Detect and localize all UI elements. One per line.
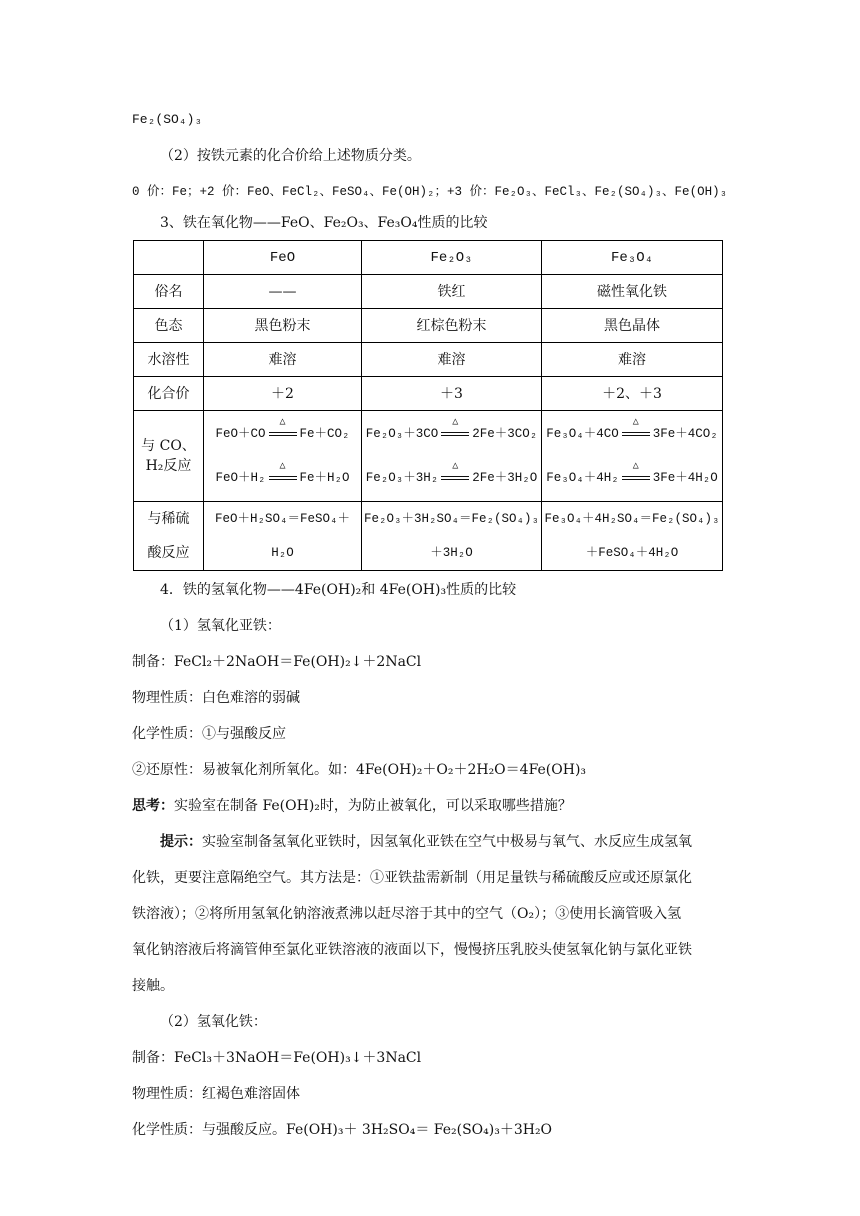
hint-text: 实验室制备氢氧化亚铁时，因氢氧化亚铁在空气中极易与氧气、水反应生成氢氧 [202,834,692,850]
text-line: Fe₂(SO₄)₃ [132,112,203,127]
table-cell [362,502,542,571]
text-line: 接触。 [132,978,174,994]
table-row-acid [134,502,723,571]
row-label: 色态 [134,309,204,343]
row-label: 化合价 [134,377,204,411]
text-line: 物理性质：红褐色难溶固体 [132,1086,300,1102]
table-header-row [134,241,723,275]
table-cell: —— [204,275,362,309]
table-row [134,275,723,309]
row-label-line: 与 CO、 [141,438,196,454]
heat-condition-icon: △ [620,471,652,485]
row-label [134,411,204,502]
equation-line: FeO＋H₂SO₄＝FeSO₄＋ [214,512,351,526]
table-cell: ＋2、＋3 [542,377,723,411]
text-line: 0 价：Fe；+2 价：FeO、FeCl₂、FeSO₄、Fe(OH)₂；+3 价：Fe₂O₃、FeCl₃、Fe₂(SO₄)₃、Fe(OH)₃ [132,185,728,199]
table-cell [362,411,542,502]
hint-label: 提示： [160,834,202,850]
row-label-line: 与稀硫 [147,511,190,527]
row-label-line: H₂反应 [145,458,192,474]
text-line: （2）按铁元素的化合价给上述物质分类。 [160,148,421,164]
table-header-cell [134,241,204,275]
row-label: 水溶性 [134,343,204,377]
equation-line: Fe₃O₄＋4H₂SO₄＝Fe₂(SO₄)₃ [544,512,720,526]
table-cell [204,502,362,571]
heat-condition-icon: △ [620,427,652,441]
equation-line: ＋3H₂O [430,546,473,560]
heat-condition-icon: △ [267,471,299,485]
section-heading: 4．铁的氢氧化物——4Fe(OH)₂和 4Fe(OH)₃性质的比较 [160,582,517,598]
oxide-comparison-table [133,240,723,571]
text-line [132,796,572,816]
table-header-cell: Fe₃O₄ [542,241,723,275]
text-line: （2）氢氧化铁： [160,1014,267,1030]
text-line: 制备：FeCl₃＋3NaOH＝Fe(OH)₃↓＋3NaCl [132,1050,422,1066]
equation-line: H₂O [271,546,294,560]
row-label: 俗名 [134,275,204,309]
table-cell: 黑色粉末 [204,309,362,343]
text-line: 化学性质：①与强酸反应 [132,726,286,742]
equation: Fe₂O₃＋3H₂ △ 2Fe＋3H₂O [365,460,538,485]
equation: Fe₃O₄＋4H₂ △ 3Fe＋4H₂O [546,460,718,485]
table-cell: 难溶 [542,343,723,377]
table-cell [542,502,723,571]
text-line: 化学性质：与强酸反应。Fe(OH)₃＋ 3H₂SO₄＝ Fe₂(SO₄)₃＋3H₂O [132,1122,553,1138]
equation: Fe₂O₃＋3CO △ 2Fe＋3CO₂ [365,416,538,441]
text-line: 制备：FeCl₂＋2NaOH＝Fe(OH)₂↓＋2NaCl [132,654,422,670]
table-row [134,309,723,343]
table-cell: 难溶 [204,343,362,377]
text-line [160,832,692,852]
table-cell: ＋2 [204,377,362,411]
think-label: 思考： [132,798,174,814]
table-row [134,343,723,377]
table-header-cell: FeO [204,241,362,275]
text-line: 氧化钠溶液后将滴管伸至氯化亚铁溶液的液面以下，慢慢挤压乳胶头使氢氧化钠与氯化亚铁 [132,942,692,958]
heat-condition-icon: △ [439,471,471,485]
row-label [134,502,204,571]
table-cell: ＋3 [362,377,542,411]
heat-condition-icon: △ [267,427,299,441]
text-line: 化铁，更要注意隔绝空气。其方法是：①亚铁盐需新制（用足量铁与稀硫酸反应或还原氯化 [132,870,692,886]
table-cell: 黑色晶体 [542,309,723,343]
think-text: 实验室在制备 Fe(OH)₂时，为防止被氧化，可以采取哪些措施？ [174,798,572,814]
text-line: 物理性质：白色难溶的弱碱 [132,690,300,706]
table-cell: 铁红 [362,275,542,309]
table-row-reduction [134,411,723,502]
section-heading: 3、铁在氧化物——FeO、Fe₂O₃、Fe₃O₄性质的比较 [160,215,488,231]
equation-line: Fe₂O₃＋3H₂SO₄＝Fe₂(SO₄)₃ [363,512,540,526]
text-line: ②还原性：易被氧化剂所氧化。如：4Fe(OH)₂＋O₂＋2H₂O＝4Fe(OH)₃ [132,762,587,778]
equation: FeO＋H₂ △ Fe＋H₂O [215,460,350,485]
equation-line: ＋FeSO₄＋4H₂O [585,546,679,560]
text-line: （1）氢氧化亚铁： [160,618,281,634]
table-cell: 磁性氧化铁 [542,275,723,309]
table-cell [204,411,362,502]
equation: Fe₃O₄＋4CO △ 3Fe＋4CO₂ [546,416,718,441]
table-cell: 红棕色粉末 [362,309,542,343]
text-line: 铁溶液）；②将所用氢氧化钠溶液煮沸以赶尽溶于其中的空气（O₂）；③使用长滴管吸入氢 [132,906,682,922]
table-row [134,377,723,411]
equation: FeO＋CO △ Fe＋CO₂ [215,416,350,441]
row-label-line: 酸反应 [147,545,190,561]
table-cell: 难溶 [362,343,542,377]
heat-condition-icon: △ [439,427,471,441]
table-header-cell: Fe₂O₃ [362,241,542,275]
table-cell [542,411,723,502]
